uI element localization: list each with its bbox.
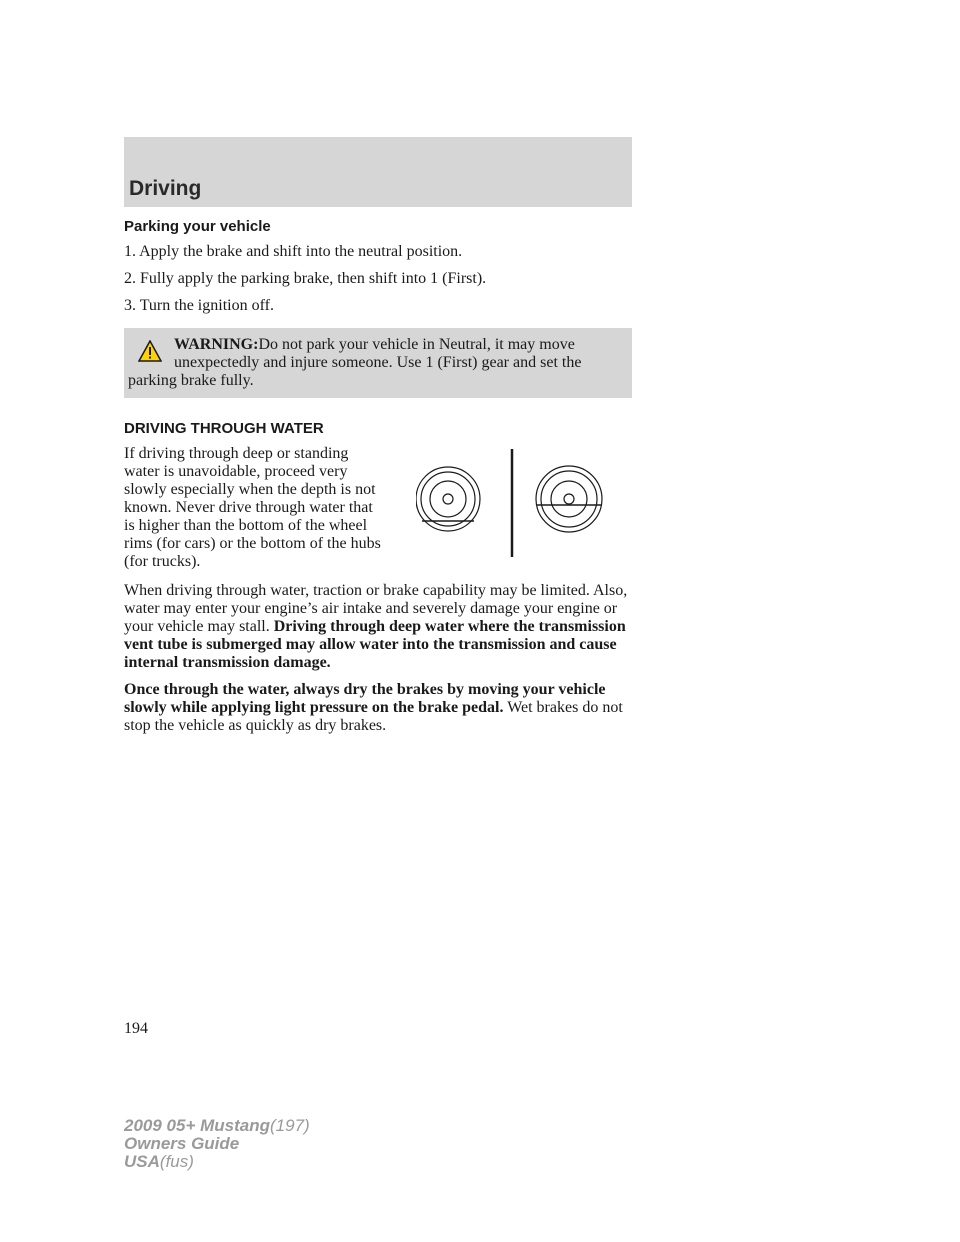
page-content (124, 218, 632, 744)
warning-box (124, 328, 632, 398)
wheel-water-level-illustration (416, 449, 616, 559)
page-number: 194 (124, 1020, 148, 1037)
parking-step-2: 2. Fully apply the parking brake, then shift into 1 (First). (124, 270, 487, 287)
water-paragraph-3: Once through the water, always dry the brakes by moving your vehicle slowly while applying light pressure on the brake pedal. Wet brakes do not stop the vehicle as quickly as dry brakes. (124, 681, 623, 734)
parking-heading: Parking your vehicle (124, 218, 271, 235)
warning-label: WARNING: (174, 336, 259, 353)
parking-step-3: 3. Turn the ignition off. (124, 297, 274, 314)
warning-triangle-icon (138, 340, 162, 362)
section-title: Driving (129, 177, 202, 200)
parking-step-1: 1. Apply the brake and shift into the neutral position. (124, 243, 463, 260)
warning-text-start: Do not park your vehicle in Neutral, it may move (258, 336, 575, 353)
water-heading: DRIVING THROUGH WATER (124, 420, 324, 437)
warning-text-rest: unexpectedly and injure someone. Use 1 (First) gear and set the parking brake fully. (128, 354, 582, 389)
document-footer (124, 1117, 310, 1171)
water-intro-block (124, 445, 632, 573)
warning-first-line (128, 336, 628, 354)
water-paragraph-2: When driving through water, traction or brake capability may be limited. Also, water may enter your engine’s air intake and severely damage your engine or your vehicle may stall. Driving through deep water where the transmission vent tube is submerged may allow water into the transmission and cause internal transmission damage. (124, 582, 628, 671)
water-intro-text: If driving through deep or standing water is unavoidable, proceed very slowly especially when the depth is not known. Never drive through water that is higher than the bottom of the wheel rims (for cars) or the bottom of the hubs (for trucks). (124, 445, 381, 570)
footer-line-2: Owners Guide (124, 1134, 240, 1153)
truck-wheel-icon (536, 466, 602, 532)
footer-line-3: USA(fus) (124, 1152, 194, 1171)
car-wheel-icon (416, 467, 480, 531)
footer-line-1: 2009 05+ Mustang(197) (124, 1116, 310, 1135)
